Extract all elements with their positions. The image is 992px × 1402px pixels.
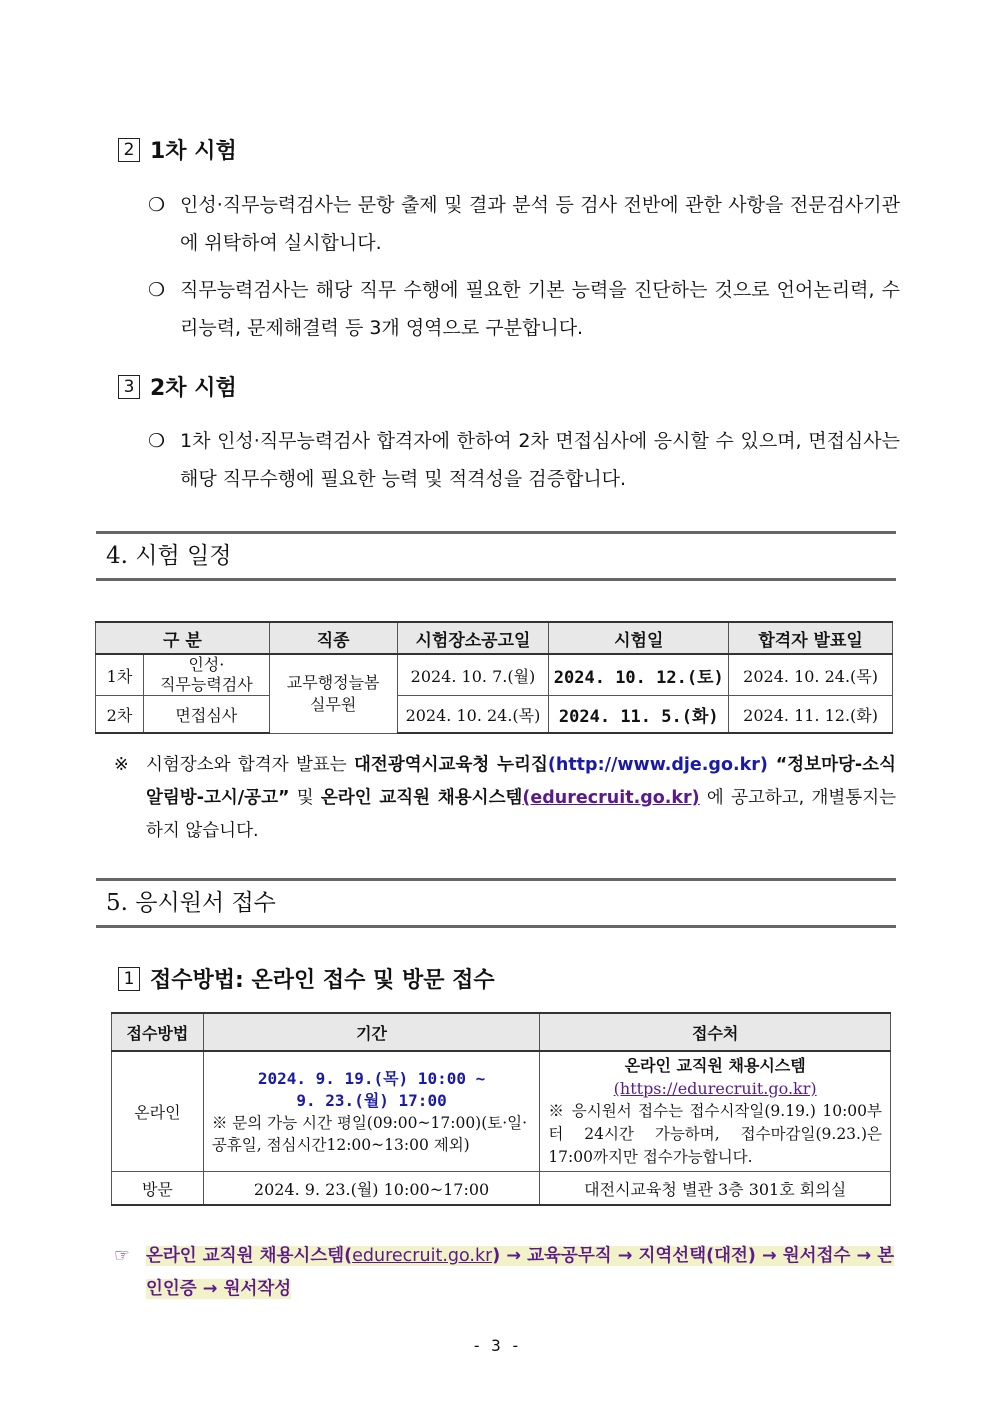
cell-stage: 2차 [96, 696, 144, 734]
table-header-row [112, 1013, 891, 1051]
bullet-circle-icon: ❍ [148, 194, 166, 216]
bullet-circle-icon: ❍ [148, 279, 166, 301]
cell-exam-date: 2024. 10. 12.(토) [549, 654, 729, 696]
page-number: - 3 - [471, 1336, 521, 1355]
col-header-notice-date: 시험장소공고일 [397, 622, 549, 654]
col-header-result-date: 합격자 발표일 [729, 622, 893, 654]
bullet-text: 인성·직무능력검사는 문항 출제 및 결과 분석 등 검사 전반에 관한 사항을 전문검사기관에 위탁하여 실시합니다. [180, 194, 900, 254]
menu-path: “정보마당-소식알림방-고시/공고” [146, 755, 896, 808]
cell-result-date: 2024. 10. 24.(목) [729, 654, 893, 696]
place-title: 온라인 교직원 채용시스템 [624, 1056, 806, 1075]
col-header-job: 직종 [269, 622, 397, 654]
bullet-text: 1차 인성·직무능력검사 합격자에 한하여 2차 면접심사에 응시할 수 있으며, 면접심사는 해당 직무수행에 필요한 능력 및 적격성을 검증합니다. [180, 430, 900, 490]
section-title: 2차 시험 [150, 376, 237, 401]
section-number-box: 3 [118, 375, 140, 399]
application-section-title: 5. 응시원서 접수 [96, 878, 896, 928]
guide-text: 온라인 교직원 채용시스템(edurecruit.go.kr) → 교육공무직 → 지역선택(대전) → 원서접수 → 본인인증 → 원서작성 [146, 1246, 895, 1299]
cell-exam-date: 2024. 11. 5.(화) [549, 696, 729, 734]
col-header-category: 구 분 [96, 622, 270, 654]
section-title: 1차 시험 [150, 139, 237, 164]
schedule-note [114, 749, 896, 848]
cell-place [540, 1051, 891, 1172]
section-1st-exam-heading [118, 134, 237, 165]
edurecruit-link[interactable]: (edurecruit.go.kr) [522, 788, 700, 808]
place-note: ※ 응시원서 접수는 접수시작일(9.19.) 10:00부터 24시간 가능하며, 접수마감일(9.23.)은 17:00까지만 접수가능합니다. [548, 1102, 882, 1166]
cell-method: 방문 [112, 1172, 204, 1206]
section-2nd-exam-heading [118, 371, 237, 402]
table-row [112, 1172, 891, 1206]
schedule-section-title: 4. 시험 일정 [96, 531, 896, 581]
cell-job: 교무행정늘봄 실무원 [269, 654, 397, 733]
period-line-2: 9. 23.(월) 17:00 [296, 1090, 447, 1110]
col-header-exam-date: 시험일 [549, 622, 729, 654]
cell-notice-date: 2024. 10. 24.(목) [397, 696, 549, 734]
section-number-box: 2 [118, 138, 140, 162]
section-title: 접수방법: 온라인 접수 및 방문 접수 [150, 968, 495, 993]
cell-period: 2024. 9. 23.(월) 10:00~17:00 [203, 1172, 540, 1206]
cell-result-date: 2024. 11. 12.(화) [729, 696, 893, 734]
table-row [96, 654, 893, 696]
col-header-method: 접수방법 [112, 1013, 204, 1051]
bullet-item [148, 186, 900, 262]
org-name: 대전광역시교육청 누리집 [354, 755, 548, 775]
note-mark: ※ [114, 755, 129, 775]
cell-stage: 1차 [96, 654, 144, 696]
edurecruit-guide-link[interactable]: edurecruit.go.kr [352, 1246, 493, 1266]
application-guide [114, 1240, 896, 1306]
col-header-period: 기간 [203, 1013, 540, 1051]
table-row [112, 1051, 891, 1172]
cell-place: 대전시교육청 별관 3층 301호 회의실 [540, 1172, 891, 1206]
bullet-item [148, 422, 900, 498]
schedule-table [95, 621, 893, 734]
cell-period [203, 1051, 540, 1172]
application-method-heading [118, 963, 495, 994]
system-name: 온라인 교직원 채용시스템 [320, 788, 523, 808]
note-text: 시험장소와 합격자 발표는 대전광역시교육청 누리집(http://www.dje.go.kr) “정보마당-소식알림방-고시/공고” 및 온라인 교직원 채용시스템(edurecruit.go.kr) 에 공고하고, 개별통지는 하지 않습니다. [146, 755, 897, 841]
col-header-place: 접수처 [540, 1013, 891, 1051]
bullet-text: 직무능력검사는 해당 직무 수행에 필요한 기본 능력을 진단하는 것으로 언어논리력, 수리능력, 문제해결력 등 3개 영역으로 구분합니다. [180, 279, 900, 339]
edurecruit-url-link[interactable]: (https://edurecruit.go.kr) [613, 1079, 817, 1098]
table-row [96, 696, 893, 734]
table-header-row [96, 622, 893, 654]
application-table [111, 1012, 891, 1206]
period-note: ※ 문의 가능 시간 평일(09:00~17:00)(토·일·공휴일, 점심시간12:00~13:00 제외) [211, 1113, 528, 1154]
bullet-circle-icon: ❍ [148, 430, 166, 452]
pointing-hand-icon: ☞ [114, 1246, 130, 1266]
period-line-1: 2024. 9. 19.(목) 10:00 ~ [257, 1068, 486, 1088]
cell-type: 인성· 직무능력검사 [143, 654, 269, 696]
website-link[interactable]: (http://www.dje.go.kr) [547, 755, 768, 775]
bullet-item [148, 271, 900, 347]
cell-notice-date: 2024. 10. 7.(월) [397, 654, 549, 696]
section-number-box: 1 [118, 967, 140, 991]
cell-type: 면접심사 [143, 696, 269, 734]
cell-method: 온라인 [112, 1051, 204, 1172]
